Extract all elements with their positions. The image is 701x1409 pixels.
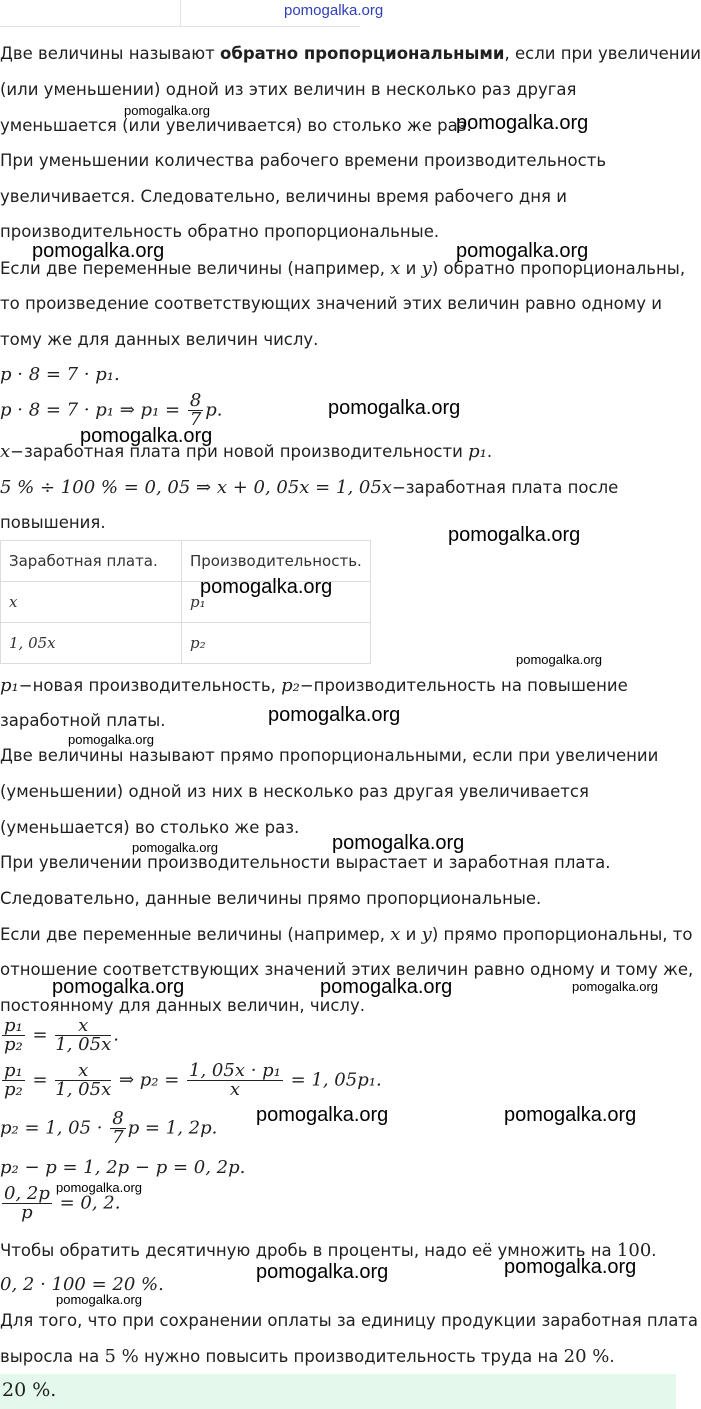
watermark: pomogalka.org: [504, 1256, 637, 1278]
watermark: pomogalka.org: [332, 832, 465, 854]
text-line: производительность обратно пропорциональные.: [0, 222, 440, 241]
watermark: pomogalka.org: [32, 240, 165, 262]
text-line: (уменьшается) во столько же раз.: [0, 818, 300, 837]
equation: p · 8 = 7 · p₁.: [0, 364, 120, 385]
watermark: pomogalka.org: [256, 1261, 389, 1283]
text-line: При увеличении производительности вырастает и заработная плата.: [0, 853, 611, 872]
table-cell: 1, 05x: [1, 623, 182, 664]
text-line: Если две переменные величины (например, x и y) обратно пропорциональны,: [0, 258, 686, 279]
equation: $\frac{\text{p₁}}{\text{p₂}}$ = $\frac{x}{1, 05x}$ ⇒ p₂ = $\frac{\text{1, 05x · p₁}}{x}$ = 1, 05p₁.: [4, 1060, 382, 1100]
watermark-top: pomogalka.org: [284, 2, 384, 19]
equation: 0, 2 · 100 = 20 %.: [0, 1274, 164, 1295]
table-row: [1, 623, 371, 664]
answer-box: [0, 1374, 676, 1409]
watermark: pomogalka.org: [68, 732, 154, 747]
table-cell: p₁: [182, 582, 371, 623]
watermark: pomogalka.org: [572, 979, 658, 994]
text-line: (или уменьшении) одной из этих величин в несколько раз другая: [0, 80, 577, 99]
watermark: pomogalka.org: [80, 425, 213, 447]
text-line: тому же для данных величин числу.: [0, 330, 319, 349]
watermark: pomogalka.org: [456, 112, 589, 134]
text-line: Для того, что при сохранении оплаты за единицу продукции заработная плата: [0, 1311, 699, 1330]
text-line: 5 % ÷ 100 % = 0, 05 ⇒ x + 0, 05x = 1, 05x−заработная плата после: [0, 477, 619, 498]
text-line: При уменьшении количества рабочего времени производительность: [0, 151, 607, 170]
equation: p₂ = 1, 05 · $\frac{8}{7}$ p = 1, 2p.: [0, 1108, 218, 1148]
watermark: pomogalka.org: [448, 524, 581, 546]
text-line: выросла на 5 % нужно повысить производительность труда на 20 %.: [0, 1346, 615, 1367]
watermark: pomogalka.org: [328, 397, 461, 419]
equation: p · 8 = 7 · p₁ ⇒ p₁ = $\frac{8}{7}$ p.: [0, 390, 223, 430]
watermark: pomogalka.org: [56, 1180, 142, 1195]
table-header-cell: Производительность.: [182, 541, 371, 582]
text-line: Следовательно, данные величины прямо пропорциональные.: [0, 889, 542, 908]
watermark: pomogalka.org: [320, 976, 453, 998]
watermark: pomogalka.org: [56, 1292, 142, 1307]
text-line: p₁−новая производительность, p₂−производительность на повышение: [0, 675, 628, 696]
text-line: уменьшается (или увеличивается) во столько же раз.: [0, 116, 472, 135]
equation: $\frac{0, 2p}{p}$ = 0, 2.: [4, 1183, 121, 1223]
text-line: то произведение соответствующих значений этих величин равно одному и: [0, 294, 662, 313]
watermark: pomogalka.org: [256, 1104, 389, 1126]
watermark: pomogalka.org: [516, 652, 602, 667]
data-table: [0, 540, 371, 664]
text-line: Чтобы обратить десятичную дробь в проценты, надо её умножить на 100.: [0, 1240, 657, 1261]
text-line: повышения.: [0, 513, 106, 532]
text-line: постоянному для данных величин, числу.: [0, 996, 365, 1015]
text-line: x−заработная плата при новой производительности p₁.: [0, 441, 493, 462]
table-cell: p₂: [182, 623, 371, 664]
watermark: pomogalka.org: [132, 840, 218, 855]
bold-term: обратно пропорциональными: [219, 44, 505, 63]
watermark: pomogalka.org: [456, 240, 589, 262]
table-cell: x: [1, 582, 182, 623]
watermark: pomogalka.org: [200, 576, 333, 598]
text-line: Две величины называют обратно пропорциональными, если при увеличении: [0, 44, 701, 63]
table-header-cell: Заработная плата.: [1, 541, 182, 582]
watermark: pomogalka.org: [124, 103, 210, 118]
watermark: pomogalka.org: [504, 1104, 637, 1126]
text-line: отношение соответствующих значений этих величин равно одному и тому же,: [0, 960, 694, 979]
equation: $\frac{\text{p₁}}{\text{p₂}}$ = $\frac{x}{1, 05x}$ .: [4, 1015, 119, 1055]
watermark: pomogalka.org: [52, 976, 185, 998]
equation: p₂ − p = 1, 2p − p = 0, 2p.: [0, 1157, 246, 1178]
text-line: увеличивается. Следовательно, величины время рабочего дня и: [0, 187, 567, 206]
watermark: pomogalka.org: [268, 704, 401, 726]
text-line: заработной платы.: [0, 711, 166, 730]
answer-text: 20 %.: [2, 1379, 57, 1401]
text-line: (уменьшении) одной из них в несколько раз другая увеличивается: [0, 782, 589, 801]
text-line: Если две переменные величины (например, x и y) прямо пропорциональны, то: [0, 924, 693, 945]
text-line: Две величины называют прямо пропорциональными, если при увеличении: [0, 746, 659, 765]
